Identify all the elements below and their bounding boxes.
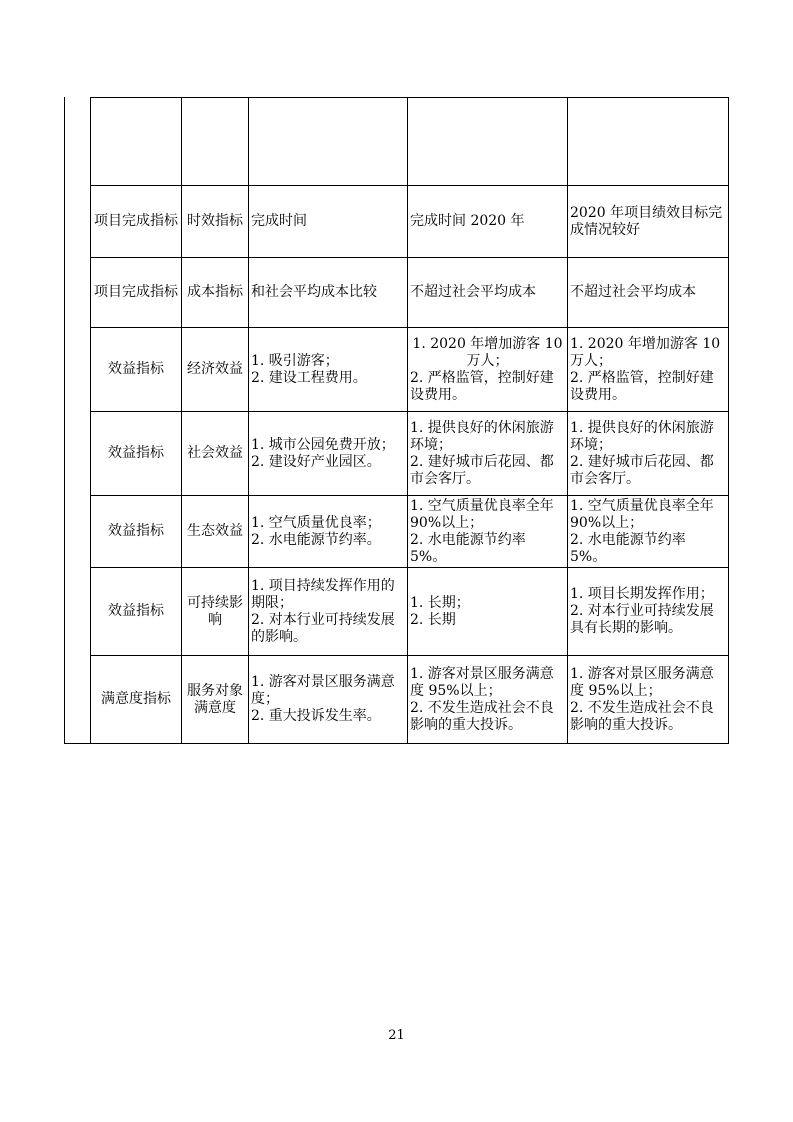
table-row	[91, 656, 729, 744]
target-value-cell	[408, 328, 568, 412]
cell-line: 完成时间	[251, 213, 307, 229]
cell-line: 1. 空气质量优良率；	[251, 514, 381, 531]
cell-line: 1. 长期；	[410, 594, 470, 611]
cell-line: 1. 提供良好的休闲旅游环境；	[570, 419, 714, 453]
level1-indicator-cell: 效益指标	[91, 496, 182, 568]
target-value-cell	[408, 496, 568, 568]
cell-line: 2. 长期	[410, 611, 456, 628]
cell-line: 1. 项目持续发挥作用的期限；	[251, 577, 395, 611]
completion-status-cell	[568, 186, 729, 258]
table-row	[91, 412, 729, 496]
level1-indicator-cell: 效益指标	[91, 412, 182, 496]
outer-table-border-left	[64, 97, 65, 743]
level2-indicator-cell: 成本指标	[182, 258, 249, 328]
cell-line: 1. 项目长期发挥作用；	[570, 586, 714, 602]
level1-indicator-cell: 项目完成指标	[91, 258, 182, 328]
level3-indicator-cell	[249, 496, 408, 568]
cell-line: 1. 城市公园免费开放；	[251, 436, 395, 453]
cell-line: 1. 游客对景区服务满意度；	[251, 674, 395, 707]
level3-indicator-cell	[249, 412, 408, 496]
cell-line: 不超过社会平均成本	[410, 284, 536, 300]
completion-status-cell	[568, 98, 729, 186]
cell-line: 1. 2020 年增加游客 10 万人；	[412, 335, 563, 369]
level2-indicator-cell: 时效指标	[182, 186, 249, 258]
table-row	[91, 496, 729, 568]
completion-status-cell	[568, 656, 729, 744]
level3-indicator-cell	[249, 258, 408, 328]
cell-line: 1. 空气质量优良率全年 90%以上；	[410, 497, 554, 531]
level1-indicator-cell: 效益指标	[91, 568, 182, 656]
performance-indicator-table	[90, 97, 729, 744]
table-row	[91, 98, 729, 186]
level1-indicator-cell: 满意度指标	[91, 656, 182, 744]
cell-line: 2. 建好城市后花园、都市会客厅。	[570, 453, 714, 487]
cell-line: 1. 游客对景区服务满意度 95%以上；	[410, 665, 554, 699]
completion-status-cell	[568, 412, 729, 496]
cell-line: 1. 提供良好的休闲旅游环境；	[410, 419, 554, 453]
table-row	[91, 568, 729, 656]
level3-indicator-cell	[249, 568, 408, 656]
target-value-cell	[408, 412, 568, 496]
level3-indicator-cell	[249, 328, 408, 412]
cell-line: 2. 重大投诉发生率。	[251, 708, 381, 724]
completion-status-cell	[568, 496, 729, 568]
level3-indicator-cell	[249, 186, 408, 258]
cell-line: 2. 水电能源节约率 5%。	[570, 531, 686, 565]
cell-line: 1. 空气质量优良率全年 90%以上；	[570, 497, 714, 531]
level2-indicator-cell: 生态效益	[182, 496, 249, 568]
level2-indicator-cell: 可持续影响	[182, 568, 249, 656]
level1-indicator-cell: 效益指标	[91, 328, 182, 412]
cell-line: 2. 严格监管，控制好建设费用。	[410, 369, 554, 403]
completion-status-cell	[568, 568, 729, 656]
completion-status-cell	[568, 328, 729, 412]
level1-indicator-cell: 项目完成指标	[91, 186, 182, 258]
cell-line: 2. 对本行业可持续发展的影响。	[251, 611, 395, 645]
cell-line: 1. 吸引游客；	[251, 352, 339, 369]
level2-indicator-cell: 经济效益	[182, 328, 249, 412]
cell-line: 2. 建好城市后花园、都市会客厅。	[410, 453, 554, 487]
cell-line: 2. 不发生造成社会不良影响的重大投诉。	[570, 699, 714, 733]
level2-indicator-cell: 社会效益	[182, 412, 249, 496]
table-row	[91, 328, 729, 412]
cell-line: 1. 游客对景区服务满意度 95%以上；	[570, 665, 714, 699]
cell-line: 2020 年项目绩效目标完成情况较好	[570, 204, 723, 238]
table-row	[91, 186, 729, 258]
cell-line: 2. 建设工程费用。	[251, 369, 367, 386]
target-value-cell	[408, 258, 568, 328]
level3-indicator-cell	[249, 656, 408, 744]
table-row	[91, 258, 729, 328]
cell-line: 2. 严格监管，控制好建设费用。	[570, 369, 714, 403]
cell-line: 2. 对本行业可持续发展具有长期的影响。	[570, 603, 714, 636]
target-value-cell	[408, 98, 568, 186]
cell-line: 2. 不发生造成社会不良影响的重大投诉。	[410, 699, 554, 733]
level1-indicator-cell	[91, 98, 182, 186]
target-value-cell	[408, 568, 568, 656]
target-value-cell	[408, 186, 568, 258]
outer-table-border-bottom	[64, 743, 91, 744]
page-number: 21	[388, 1028, 405, 1043]
cell-line: 和社会平均成本比较	[251, 284, 377, 300]
target-value-cell	[408, 656, 568, 744]
level3-indicator-cell	[249, 98, 408, 186]
cell-line: 2. 建设好产业园区。	[251, 453, 381, 470]
completion-status-cell	[568, 258, 729, 328]
cell-line: 不超过社会平均成本	[570, 284, 696, 300]
cell-line: 完成时间 2020 年	[410, 213, 525, 229]
level2-indicator-cell	[182, 98, 249, 186]
cell-line: 1. 2020 年增加游客 10 万人；	[570, 335, 721, 369]
cell-line: 2. 水电能源节约率 5%。	[410, 531, 526, 565]
cell-line: 2. 水电能源节约率。	[251, 531, 381, 548]
level2-indicator-cell: 服务对象满意度	[182, 656, 249, 744]
